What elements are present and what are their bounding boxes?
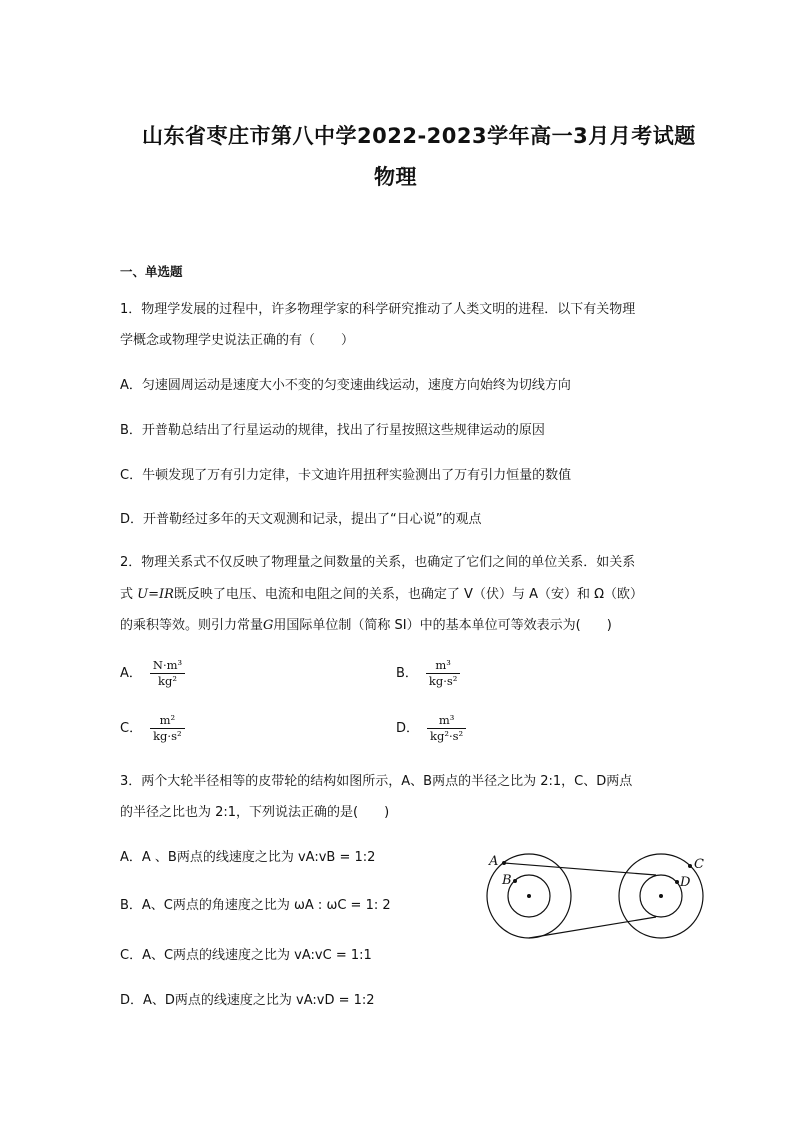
point-c-dot [688, 864, 692, 868]
fraction-denominator: kg·s² [153, 729, 182, 743]
q2-option-a-label: A． [120, 665, 142, 681]
left-center-dot [527, 894, 531, 898]
pulley-diagram [478, 846, 718, 946]
q2-option-d [396, 713, 466, 744]
q2-var-g: G [263, 618, 274, 633]
fraction-numerator: m³ [427, 713, 466, 729]
right-center-dot [659, 894, 663, 898]
q2-option-a-fraction [150, 658, 185, 689]
q1-option-b: B．开普勒总结出了行星运动的规律，找出了行星按照这些规律运动的原因 [120, 423, 545, 438]
q3-stem-line2: 的半径之比也为 2:1，下列说法正确的是( ) [120, 805, 390, 820]
q3-stem-line1: 3．两个大轮半径相等的皮带轮的结构如图所示，A、B两点的半径之比为 2:1，C、D两点 [120, 774, 633, 789]
fraction-numerator: m³ [426, 658, 461, 674]
q1-option-c: C．牛顿发现了万有引力定律，卡文迪许用扭秤实验测出了万有引力恒量的数值 [120, 468, 572, 483]
label-d: D [680, 875, 691, 890]
section-heading: 一、单选题 [120, 264, 183, 279]
q2-option-c-fraction [150, 713, 185, 744]
q2-line3-suffix: 用国际单位制（简称 SI）中的基本单位可等效表示为( ) [273, 618, 612, 633]
label-a: A [489, 854, 499, 869]
q3-option-c: C．A、C两点的线速度之比为 vA:vC = 1:1 [120, 948, 372, 963]
fraction-denominator: kg² [158, 674, 177, 688]
page-subtitle: 物理 [374, 165, 417, 189]
q2-formula: U=IR [137, 587, 174, 602]
point-d-dot [675, 880, 679, 884]
q2-option-b-fraction [426, 658, 461, 689]
fraction-denominator: kg·s² [428, 674, 458, 688]
fraction-numerator: m² [150, 713, 185, 729]
q2-line3-prefix: 的乘积等效。则引力常量 [120, 618, 264, 633]
q1-option-d: D．开普勒经过多年的天文观测和记录，提出了“日心说”的观点 [120, 512, 482, 527]
point-a-dot [502, 861, 506, 865]
fraction-denominator: kg²·s² [430, 729, 464, 743]
fraction-numerator: N·m³ [150, 658, 185, 674]
q2-stem-line3 [120, 616, 612, 636]
q2-option-c [120, 713, 185, 744]
q2-stem-line1: 2．物理关系式不仅反映了物理量之间数量的关系，也确定了它们之间的单位关系．如关系 [120, 555, 636, 570]
q2-option-b [396, 658, 460, 689]
point-b-dot [513, 879, 517, 883]
belt-bottom [529, 917, 656, 938]
q2-option-c-label: C． [120, 720, 143, 736]
q2-stem-line2 [120, 585, 643, 605]
q1-stem-line2: 学概念或物理学史说法正确的有（ ） [120, 333, 355, 348]
q2-line2-prefix: 式 [120, 587, 138, 602]
label-c: C [694, 857, 704, 872]
label-b: B [502, 873, 512, 888]
q2-option-d-fraction [427, 713, 466, 744]
q3-option-a: A．A 、B两点的线速度之比为 vA:vB = 1:2 [120, 850, 376, 865]
q2-option-d-label: D． [396, 720, 420, 736]
page-title: 山东省枣庄市第八中学2022-2023学年高一3月月考试题 [142, 124, 696, 148]
q2-line2-suffix: 既反映了电压、电流和电阻之间的关系，也确定了 V（伏）与 A（安）和 Ω（欧） [173, 587, 644, 602]
q3-option-b: B．A、C两点的角速度之比为 ωA : ωC = 1: 2 [120, 898, 391, 913]
q2-option-a [120, 658, 185, 689]
q1-stem-line1: 1．物理学发展的过程中，许多物理学家的科学研究推动了人类文明的进程．以下有关物理 [120, 302, 636, 317]
q2-option-b-label: B． [396, 665, 418, 681]
q3-option-d: D．A、D两点的线速度之比为 vA:vD = 1:2 [120, 993, 375, 1008]
q1-option-a: A．匀速圆周运动是速度大小不变的匀变速曲线运动，速度方向始终为切线方向 [120, 378, 571, 393]
